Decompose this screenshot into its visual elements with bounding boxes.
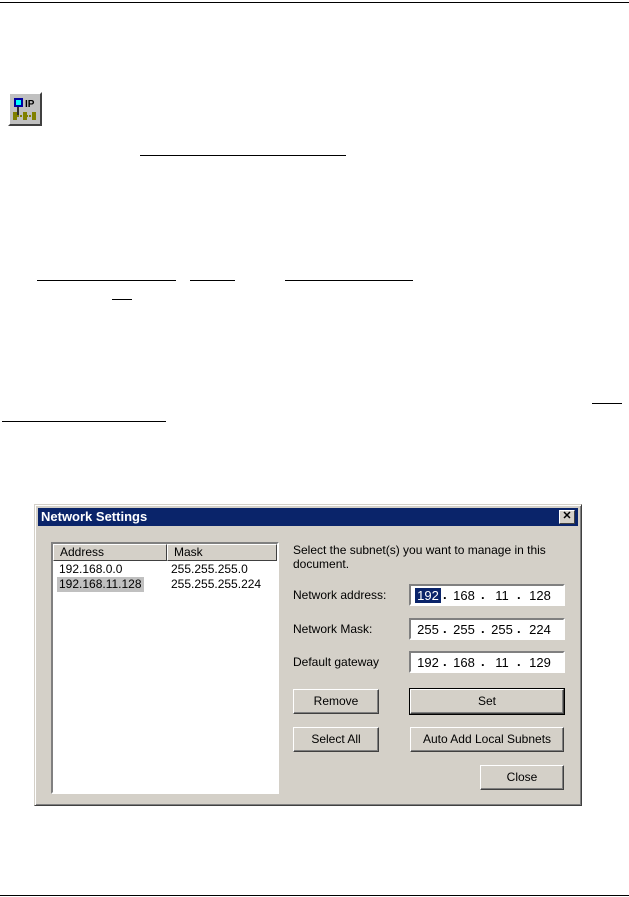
- octet[interactable]: 11: [495, 655, 509, 670]
- top-rule: [0, 2, 629, 3]
- list-item-address: 192.168.0.0: [59, 562, 123, 576]
- subnet-list[interactable]: [51, 542, 279, 794]
- bottom-rule: [0, 895, 629, 896]
- link-underline[interactable]: [140, 155, 346, 156]
- default-gateway-field[interactable]: 192 . 168 . 11 . 129: [409, 651, 565, 673]
- link-underline[interactable]: [112, 299, 132, 300]
- octet[interactable]: 168: [453, 588, 475, 603]
- octet[interactable]: 11: [495, 588, 509, 603]
- network-ip-icon[interactable]: [8, 92, 42, 126]
- dialog-title: Network Settings: [41, 509, 148, 524]
- network-address-label: Network address:: [293, 588, 387, 602]
- link-underline[interactable]: [190, 280, 235, 281]
- network-mask-label: Network Mask:: [293, 622, 373, 636]
- link-underline[interactable]: [285, 280, 413, 281]
- link-underline[interactable]: [592, 403, 622, 404]
- octet[interactable]: 224: [529, 622, 551, 637]
- set-button[interactable]: Set: [410, 689, 564, 714]
- network-settings-dialog: [34, 504, 582, 806]
- close-icon[interactable]: ✕: [559, 510, 575, 524]
- column-header-address[interactable]: Address: [53, 544, 167, 561]
- link-underline[interactable]: [37, 280, 176, 281]
- select-all-button[interactable]: Select All: [293, 727, 379, 752]
- octet[interactable]: 129: [529, 655, 551, 670]
- octet[interactable]: 255: [491, 622, 513, 637]
- octet[interactable]: 192: [417, 655, 439, 670]
- close-button[interactable]: Close: [480, 765, 564, 790]
- remove-button[interactable]: Remove: [293, 689, 379, 714]
- ip-icon-text: IP: [25, 99, 35, 110]
- default-gateway-label: Default gateway: [293, 655, 380, 669]
- list-item-mask: 255.255.255.0: [171, 562, 248, 576]
- network-address-field[interactable]: 192 . 168 . 11 . 128: [409, 584, 565, 606]
- octet[interactable]: 255: [417, 622, 439, 637]
- list-item-address: 192.168.11.128: [59, 577, 142, 591]
- network-mask-field[interactable]: 255 . 255 . 255 . 224: [409, 618, 565, 640]
- list-item-mask: 255.255.255.224: [171, 577, 262, 591]
- octet[interactable]: 192: [415, 588, 441, 603]
- auto-add-local-subnets-button[interactable]: Auto Add Local Subnets: [410, 727, 564, 752]
- list-item[interactable]: [53, 577, 277, 592]
- list-header: [53, 544, 277, 561]
- octet[interactable]: 168: [453, 655, 475, 670]
- instruction-text: Select the subnet(s) you want to manage in this document.: [293, 543, 546, 571]
- octet[interactable]: 128: [529, 588, 551, 603]
- octet[interactable]: 255: [453, 622, 475, 637]
- title-bar[interactable]: [38, 508, 578, 526]
- list-item[interactable]: [53, 562, 277, 577]
- column-header-mask[interactable]: Mask: [167, 544, 277, 561]
- link-underline[interactable]: [2, 421, 166, 422]
